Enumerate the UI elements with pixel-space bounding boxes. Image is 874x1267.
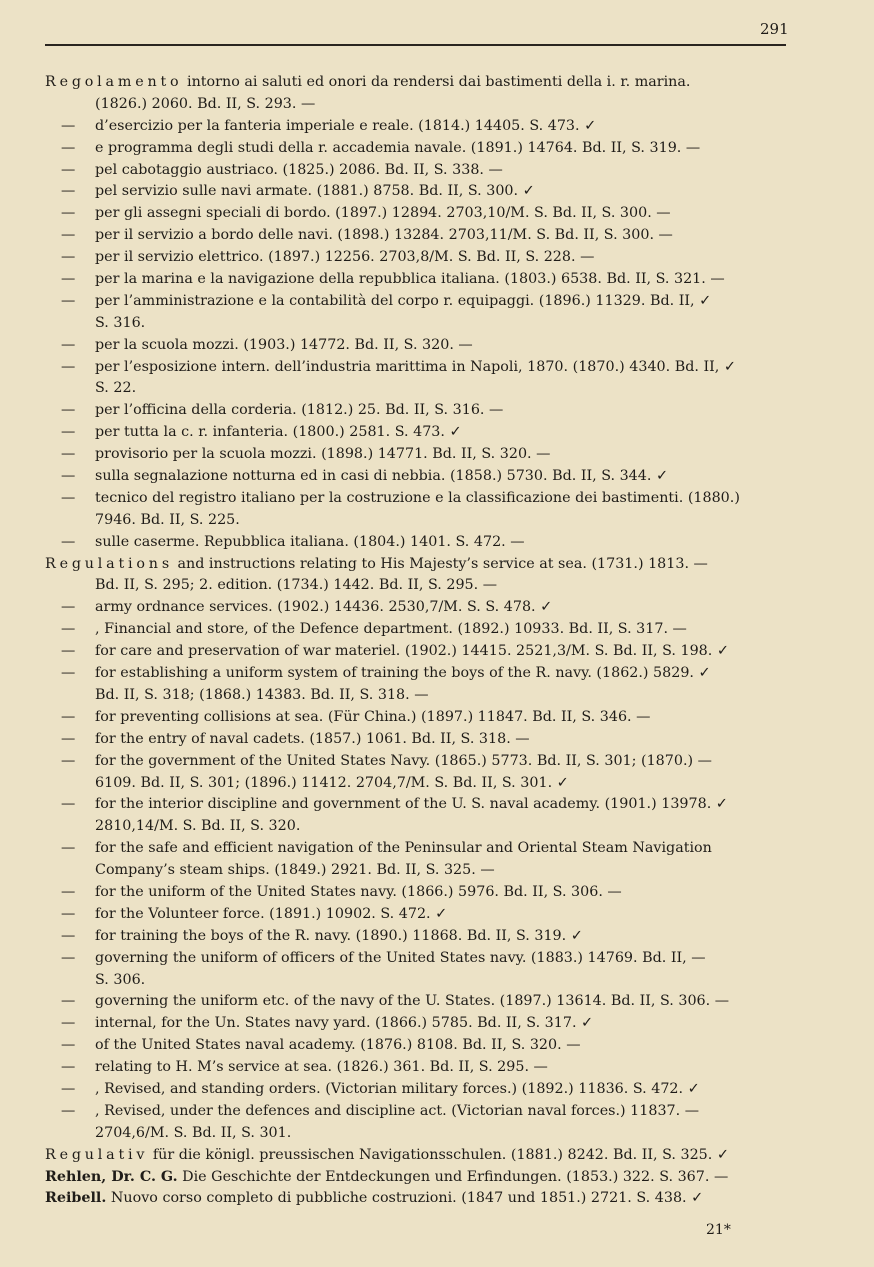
continuation-line — [0, 94, 874, 116]
entry-text: 7946. Bd. II, S. 225. — [95, 511, 240, 528]
sub-entry-line — [0, 422, 874, 444]
ditto-dash: — — [61, 883, 76, 900]
entry-text: Company’s steam ships. (1849.) 2921. Bd. II, S. 325. — — [95, 862, 495, 879]
entry-text: for the interior discipline and government of the U. S. naval academy. (1901.) 13978. ✓ — [95, 796, 728, 813]
entry-heading-line — [0, 72, 874, 94]
entry-keyword: Rehlen, Dr. C. G. — [45, 1168, 178, 1185]
ditto-dash: — — [61, 271, 76, 288]
entry-text: for the government of the United States Navy. (1865.) 5773. Bd. II, S. 301; (1870.) — — [95, 752, 712, 769]
entry-text: per il servizio a bordo delle navi. (1898.) 13284. 2703,11/M. S. Bd. II, S. 300. — — [95, 227, 673, 244]
ditto-dash: — — [61, 227, 76, 244]
entry-text: army ordnance services. (1902.) 14436. 2530,7/M. S. S. 478. ✓ — [95, 599, 553, 616]
entry-text: S. 316. — [95, 314, 146, 331]
ditto-dash: — — [61, 708, 76, 725]
entry-heading-line — [0, 1145, 874, 1167]
continuation-line — [0, 970, 874, 992]
entry-text: , Financial and store, of the Defence department. (1892.) 10933. Bd. II, S. 317. — — [95, 621, 687, 638]
ditto-dash: — — [61, 1015, 76, 1032]
sub-entry-line — [0, 663, 874, 685]
sub-entry-line — [0, 882, 874, 904]
ditto-dash: — — [61, 665, 76, 682]
ditto-dash: — — [61, 730, 76, 747]
sub-entry-line — [0, 203, 874, 225]
catalog-entries — [0, 72, 874, 1210]
entry-text: 2810,14/M. S. Bd. II, S. 320. — [95, 818, 301, 835]
entry-text: internal, for the Un. States navy yard. (1866.) 5785. Bd. II, S. 317. ✓ — [95, 1015, 594, 1032]
ditto-dash: — — [61, 249, 76, 266]
sub-entry-line — [0, 904, 874, 926]
entry-text: 2704,6/M. S. Bd. II, S. 301. — [95, 1124, 292, 1141]
ditto-dash: — — [61, 752, 76, 769]
entry-text: for training the boys of the R. navy. (1890.) 11868. Bd. II, S. 319. ✓ — [95, 927, 583, 944]
entry-text: Nuovo corso completo di pubbliche costruzioni. (1847 und 1851.) 2721. S. 438. ✓ — [106, 1190, 704, 1207]
sub-entry-line — [0, 160, 874, 182]
sub-entry-line — [0, 1079, 874, 1101]
ditto-dash: — — [61, 840, 76, 857]
ditto-dash: — — [61, 117, 76, 134]
entry-text: for the safe and efficient navigation of the Peninsular and Oriental Steam Navigation — [95, 840, 712, 857]
entry-text: sulla segnalazione notturna ed in casi di nebbia. (1858.) 5730. Bd. II, S. 344. ✓ — [95, 468, 668, 485]
entry-text: for establishing a uniform system of training the boys of the R. navy. (1862.) 5829. ✓ — [95, 665, 711, 682]
entry-text: per il servizio elettrico. (1897.) 12256. 2703,8/M. S. Bd. II, S. 228. — — [95, 249, 595, 266]
sub-entry-line — [0, 794, 874, 816]
sub-entry-line — [0, 641, 874, 663]
sub-entry-line — [0, 116, 874, 138]
continuation-line — [0, 575, 874, 597]
ditto-dash: — — [61, 1080, 76, 1097]
sub-entry-line — [0, 335, 874, 357]
ditto-dash: — — [61, 292, 76, 309]
entry-text: for care and preservation of war materiel. (1902.) 14415. 2521,3/M. S. Bd. II, S. 198. ✓ — [95, 643, 729, 660]
sub-entry-line — [0, 751, 874, 773]
header-rule — [45, 44, 786, 46]
ditto-dash: — — [61, 468, 76, 485]
entry-text: S. 22. — [95, 380, 137, 397]
entry-text: 6109. Bd. II, S. 301; (1896.) 11412. 2704,7/M. S. Bd. II, S. 301. ✓ — [95, 774, 569, 791]
ditto-dash: — — [61, 446, 76, 463]
continuation-line — [0, 378, 874, 400]
continuation-line — [0, 860, 874, 882]
ditto-dash: — — [61, 489, 76, 506]
entry-text: Bd. II, S. 295; 2. edition. (1734.) 1442. Bd. II, S. 295. — — [95, 577, 498, 594]
sub-entry-line — [0, 357, 874, 379]
entry-text: of the United States naval academy. (1876.) 8108. Bd. II, S. 320. — — [95, 1037, 581, 1054]
sub-entry-line — [0, 948, 874, 970]
continuation-line — [0, 773, 874, 795]
sub-entry-line — [0, 991, 874, 1013]
continuation-line — [0, 1123, 874, 1145]
ditto-dash: — — [61, 183, 76, 200]
entry-keyword: Regulations — [45, 555, 173, 572]
entry-text: pel cabotaggio austriaco. (1825.) 2086. Bd. II, S. 338. — — [95, 161, 503, 178]
ditto-dash: — — [61, 993, 76, 1010]
ditto-dash: — — [61, 533, 76, 550]
continuation-line — [0, 313, 874, 335]
ditto-dash: — — [61, 1037, 76, 1054]
continuation-line — [0, 685, 874, 707]
sub-entry-line — [0, 247, 874, 269]
ditto-dash: — — [61, 796, 76, 813]
entry-text: per la scuola mozzi. (1903.) 14772. Bd. II, S. 320. — — [95, 336, 473, 353]
ditto-dash: — — [61, 643, 76, 660]
sub-entry-line — [0, 1013, 874, 1035]
sub-entry-line — [0, 1057, 874, 1079]
sub-entry-line — [0, 138, 874, 160]
entry-text: for the entry of naval cadets. (1857.) 1061. Bd. II, S. 318. — — [95, 730, 530, 747]
ditto-dash: — — [61, 358, 76, 375]
entry-text: per l’officina della corderia. (1812.) 25. Bd. II, S. 316. — — [95, 402, 504, 419]
page-number: 291 — [760, 20, 789, 38]
entry-text: per l’esposizione intern. dell’industria marittima in Napoli, 1870. (1870.) 4340. Bd. II, ✓ — [95, 358, 736, 375]
entry-text: S. 306. — [95, 971, 146, 988]
entry-heading-line — [0, 554, 874, 576]
entry-keyword: Reibell. — [45, 1190, 107, 1207]
entry-keyword: Regolamento — [45, 74, 183, 90]
entry-text: for preventing collisions at sea. (Für China.) (1897.) 11847. Bd. II, S. 346. — — [95, 708, 651, 725]
sub-entry-line — [0, 926, 874, 948]
ditto-dash: — — [61, 205, 76, 222]
ditto-dash: — — [61, 927, 76, 944]
entry-text: (1826.) 2060. Bd. II, S. 293. — — [95, 95, 316, 112]
ditto-dash: — — [61, 424, 76, 441]
entry-text: relating to H. M’s service at sea. (1826.) 361. Bd. II, S. 295. — — [95, 1059, 548, 1076]
ditto-dash: — — [61, 1102, 76, 1119]
entry-text: pel servizio sulle navi armate. (1881.) 8758. Bd. II, S. 300. ✓ — [95, 183, 535, 200]
entry-keyword: Regulativ — [45, 1146, 149, 1163]
entry-text: für die königl. preussischen Navigationsschulen. (1881.) 8242. Bd. II, S. 325. ✓ — [148, 1146, 729, 1163]
sub-entry-line — [0, 181, 874, 203]
ditto-dash: — — [61, 949, 76, 966]
entry-text: e programma degli studi della r. accademia navale. (1891.) 14764. Bd. II, S. 319. — — [95, 139, 701, 156]
sub-entry-line — [0, 488, 874, 510]
entry-text: and instructions relating to His Majesty’s service at sea. (1731.) 1813. — — [172, 555, 708, 572]
sub-entry-line — [0, 1035, 874, 1057]
entry-heading-line — [0, 1167, 874, 1189]
sub-entry-line — [0, 400, 874, 422]
ditto-dash: — — [61, 161, 76, 178]
sub-entry-line — [0, 729, 874, 751]
ditto-dash: — — [61, 1059, 76, 1076]
ditto-dash: — — [61, 621, 76, 638]
sub-entry-line — [0, 225, 874, 247]
ditto-dash: — — [61, 599, 76, 616]
sub-entry-line — [0, 597, 874, 619]
entry-text: , Revised, under the defences and discipline act. (Victorian naval forces.) 11837. — — [95, 1102, 700, 1119]
entry-text: d’esercizio per la fanteria imperiale e reale. (1814.) 14405. S. 473. ✓ — [95, 117, 597, 134]
signature-mark: 21* — [706, 1222, 731, 1238]
entry-text: intorno ai saluti ed onori da rendersi dai bastimenti della i. r. marina. — [182, 74, 691, 90]
ditto-dash: — — [61, 139, 76, 156]
entry-text: sulle caserme. Repubblica italiana. (1804.) 1401. S. 472. — — [95, 533, 525, 550]
continuation-line — [0, 510, 874, 532]
entry-text: , Revised, and standing orders. (Victorian military forces.) (1892.) 11836. S. 472. ✓ — [95, 1080, 700, 1097]
entry-text: provisorio per la scuola mozzi. (1898.) 14771. Bd. II, S. 320. — — [95, 446, 551, 463]
sub-entry-line — [0, 707, 874, 729]
sub-entry-line — [0, 269, 874, 291]
ditto-dash: — — [61, 905, 76, 922]
entry-text: tecnico del registro italiano per la costruzione e la classificazione dei bastimenti. (1880.) — [95, 489, 740, 506]
entry-text: Bd. II, S. 318; (1868.) 14383. Bd. II, S. 318. — — [95, 686, 429, 703]
ditto-dash: — — [61, 336, 76, 353]
sub-entry-line — [0, 291, 874, 313]
entry-text: per gli assegni speciali di bordo. (1897.) 12894. 2703,10/M. S. Bd. II, S. 300. — — [95, 205, 671, 222]
entry-text: governing the uniform etc. of the navy of the U. States. (1897.) 13614. Bd. II, S. 306. — — [95, 993, 730, 1010]
continuation-line — [0, 816, 874, 838]
sub-entry-line — [0, 1101, 874, 1123]
entry-text: per la marina e la navigazione della repubblica italiana. (1803.) 6538. Bd. II, S. 321. — — [95, 271, 725, 288]
entry-heading-line — [0, 1188, 874, 1210]
entry-text: governing the uniform of officers of the United States navy. (1883.) 14769. Bd. II, — — [95, 949, 706, 966]
sub-entry-line — [0, 619, 874, 641]
entry-text: per l’amministrazione e la contabilità del corpo r. equipaggi. (1896.) 11329. Bd. II, ✓ — [95, 292, 712, 309]
entry-text: for the Volunteer force. (1891.) 10902. S. 472. ✓ — [95, 905, 448, 922]
sub-entry-line — [0, 466, 874, 488]
ditto-dash: — — [61, 402, 76, 419]
sub-entry-line — [0, 838, 874, 860]
sub-entry-line — [0, 532, 874, 554]
sub-entry-line — [0, 444, 874, 466]
entry-text: for the uniform of the United States navy. (1866.) 5976. Bd. II, S. 306. — — [95, 883, 622, 900]
entry-text: per tutta la c. r. infanteria. (1800.) 2581. S. 473. ✓ — [95, 424, 462, 441]
entry-text: Die Geschichte der Entdeckungen und Erfindungen. (1853.) 322. S. 367. — — [177, 1168, 729, 1185]
